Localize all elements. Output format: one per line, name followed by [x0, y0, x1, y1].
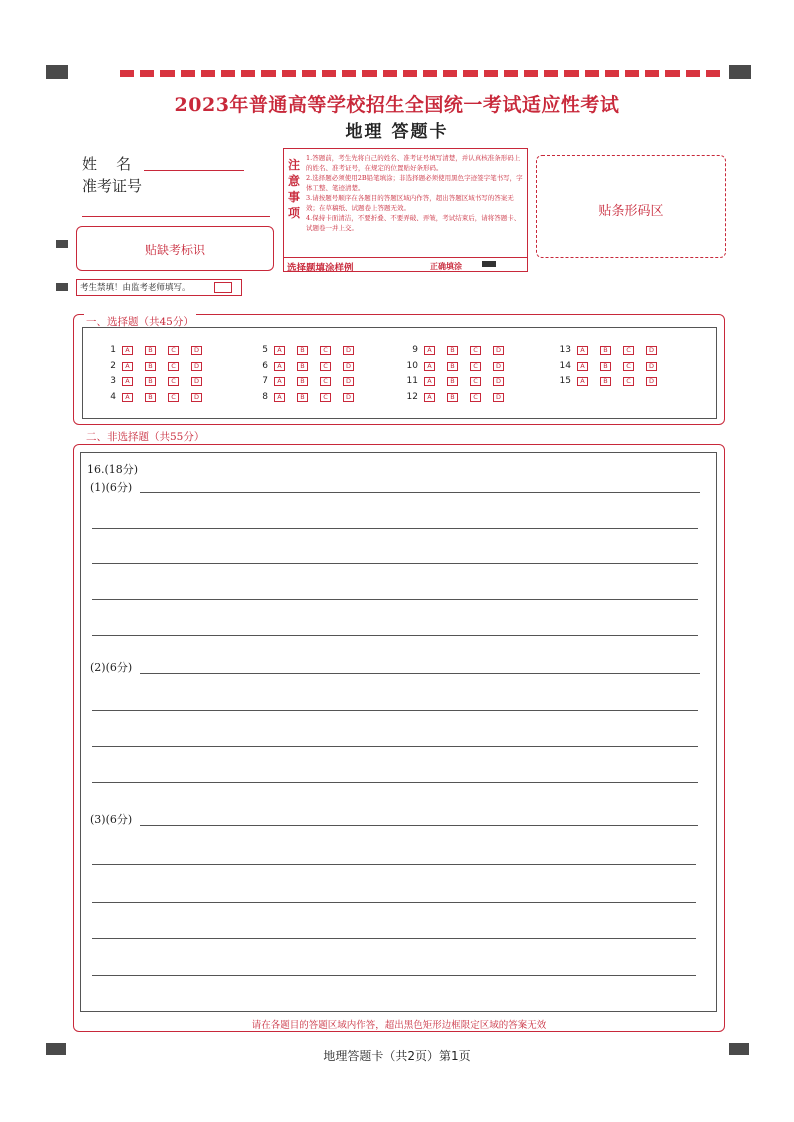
- question-number: 13: [559, 345, 571, 355]
- answer-line[interactable]: [92, 746, 698, 747]
- question-row: [252, 376, 366, 386]
- answer-line[interactable]: [92, 599, 698, 600]
- answer-bubble-d[interactable]: D: [191, 362, 202, 371]
- answer-bubble-b[interactable]: B: [297, 346, 308, 355]
- answer-bubble-c[interactable]: C: [623, 346, 634, 355]
- answer-bubble-b[interactable]: B: [447, 346, 458, 355]
- answer-line[interactable]: [92, 902, 696, 903]
- section2-title: 二、非选择题（共55分）: [86, 431, 205, 443]
- absent-mark-left: [56, 240, 68, 248]
- notice-list: [306, 153, 523, 233]
- part-2-label: (2)(6分): [90, 661, 133, 674]
- question-row: [100, 392, 214, 402]
- proctor-checkbox[interactable]: [214, 282, 232, 293]
- fill-sample-bar: [284, 257, 527, 273]
- correct-fill-swatch: [482, 261, 496, 267]
- question-number: 8: [262, 392, 268, 402]
- answer-bubble-a[interactable]: A: [274, 362, 285, 371]
- answer-bubble-b[interactable]: B: [447, 362, 458, 371]
- answer-bubble-d[interactable]: D: [493, 346, 504, 355]
- question-number: 15: [559, 376, 571, 386]
- question-row: [252, 392, 366, 402]
- answer-bubble-a[interactable]: A: [122, 377, 133, 386]
- answer-bubble-a[interactable]: A: [424, 346, 435, 355]
- question-number: 4: [110, 392, 116, 402]
- answer-bubble-a[interactable]: A: [577, 362, 588, 371]
- part-3-label: (3)(6分): [90, 813, 133, 826]
- answer-bubble-b[interactable]: B: [297, 393, 308, 402]
- alignment-mark-top-right: [729, 65, 751, 79]
- answer-bubble-b[interactable]: B: [600, 377, 611, 386]
- answer-bubble-d[interactable]: D: [191, 346, 202, 355]
- sheet-subtitle: 地理 答题卡: [345, 122, 449, 142]
- exam-id-field[interactable]: [82, 216, 270, 217]
- exam-title: 2023年普通高等学校招生全国统一考试适应性考试: [174, 94, 620, 116]
- answer-bubble-d[interactable]: D: [493, 362, 504, 371]
- answer-bubble-c[interactable]: C: [320, 346, 331, 355]
- answer-bubble-a[interactable]: A: [274, 377, 285, 386]
- answer-line[interactable]: [140, 492, 700, 493]
- question-row: [402, 392, 516, 402]
- question-number: 12: [406, 392, 418, 402]
- answer-bubble-b[interactable]: B: [600, 362, 611, 371]
- proctor-note: 考生禁填！由监考老师填写。: [80, 283, 191, 293]
- answer-bubble-d[interactable]: D: [191, 377, 202, 386]
- barcode-area: [536, 155, 726, 258]
- answer-bubble-c[interactable]: C: [168, 393, 179, 402]
- answer-bubble-c[interactable]: C: [168, 362, 179, 371]
- answer-bubble-c[interactable]: C: [470, 393, 481, 402]
- answer-bubble-c[interactable]: C: [320, 362, 331, 371]
- answer-bubble-c[interactable]: C: [168, 346, 179, 355]
- answer-bubble-d[interactable]: D: [191, 393, 202, 402]
- question-number: 11: [406, 376, 418, 386]
- question-number: 14: [559, 361, 571, 371]
- page-footer: 地理答题卡（共2页）第1页: [323, 1049, 471, 1063]
- answer-bubble-b[interactable]: B: [145, 393, 156, 402]
- answer-line[interactable]: [92, 710, 698, 711]
- alignment-mark-top-left: [46, 65, 68, 79]
- part-1-label: (1)(6分): [90, 481, 133, 494]
- fill-sample-label: 选择题填涂样例: [287, 263, 354, 274]
- section1-inner: [82, 327, 717, 419]
- notice-item: 3.请按题号顺序在各题目的答题区域内作答，超出答题区域书写的答案无效；在草稿纸、试题卷上答题无效。: [306, 194, 514, 212]
- answer-bubble-b[interactable]: B: [600, 346, 611, 355]
- question-row: [555, 345, 669, 355]
- question-row: [100, 345, 214, 355]
- answer-bubble-b[interactable]: B: [297, 362, 308, 371]
- answer-bubble-d[interactable]: D: [493, 393, 504, 402]
- answer-bubble-b[interactable]: B: [145, 346, 156, 355]
- answer-bubble-d[interactable]: D: [343, 393, 354, 402]
- question-row: [252, 345, 366, 355]
- question-row: [555, 361, 669, 371]
- answer-bubble-c[interactable]: C: [320, 377, 331, 386]
- answer-bubble-d[interactable]: D: [343, 377, 354, 386]
- answer-bubble-a[interactable]: A: [424, 362, 435, 371]
- proctor-mark-left: [56, 283, 68, 291]
- answer-bubble-a[interactable]: A: [424, 377, 435, 386]
- answer-bubble-c[interactable]: C: [470, 362, 481, 371]
- answer-line[interactable]: [140, 825, 698, 826]
- answer-bubble-c[interactable]: C: [168, 377, 179, 386]
- timing-track: [120, 70, 720, 78]
- notice-side-label: 注意事项: [287, 158, 300, 220]
- answer-bubble-c[interactable]: C: [470, 377, 481, 386]
- answer-bubble-d[interactable]: D: [343, 346, 354, 355]
- answer-bubble-d[interactable]: D: [646, 346, 657, 355]
- answer-line[interactable]: [140, 673, 700, 674]
- answer-bubble-a[interactable]: A: [424, 393, 435, 402]
- answer-bubble-b[interactable]: B: [145, 362, 156, 371]
- correct-fill-label: 正确填涂: [430, 261, 462, 271]
- name-label: 姓 名: [82, 155, 132, 173]
- answer-line[interactable]: [92, 528, 698, 529]
- answer-bubble-a[interactable]: A: [577, 346, 588, 355]
- answer-bubble-b[interactable]: B: [447, 393, 458, 402]
- answer-bubble-c[interactable]: C: [320, 393, 331, 402]
- exam-id-label: 准考证号: [82, 177, 143, 195]
- absent-sticker-label: 贴缺考标识: [144, 243, 205, 257]
- answer-bubble-a[interactable]: A: [274, 393, 285, 402]
- answer-line[interactable]: [92, 635, 698, 636]
- answer-bubble-d[interactable]: D: [646, 377, 657, 386]
- section1-title: 一、选择题（共45分）: [86, 316, 194, 328]
- answer-area-warning: 请在各题目的答题区域内作答，超出黑色矩形边框限定区域的答案无效: [251, 1020, 547, 1031]
- notice-item: 2.选择题必须使用2B铅笔填涂；非选择题必须使用黑色字迹签字笔书写，字体工整、笔迹清楚。: [306, 174, 523, 192]
- question-16-title: 16.(18分): [87, 463, 139, 476]
- answer-bubble-c[interactable]: C: [470, 346, 481, 355]
- answer-bubble-d[interactable]: D: [343, 362, 354, 371]
- question-row: [252, 361, 366, 371]
- question-number: 9: [412, 345, 418, 355]
- question-number: 6: [262, 361, 268, 371]
- answer-bubble-b[interactable]: B: [297, 377, 308, 386]
- name-field[interactable]: [144, 170, 244, 171]
- answer-bubble-a[interactable]: A: [122, 346, 133, 355]
- answer-bubble-a[interactable]: A: [577, 377, 588, 386]
- notice-box: [283, 148, 528, 272]
- answer-bubble-d[interactable]: D: [646, 362, 657, 371]
- question-number: 1: [110, 345, 116, 355]
- question-number: 5: [262, 345, 268, 355]
- question-row: [555, 376, 669, 386]
- answer-bubble-b[interactable]: B: [145, 377, 156, 386]
- section2-inner: [80, 452, 717, 1012]
- answer-bubble-c[interactable]: C: [623, 377, 634, 386]
- question-number: 3: [110, 376, 116, 386]
- notice-item: 1.答题前，考生先将自己的姓名、准考证号填写清楚，并认真核准条形码上的姓名、准考证号，在规定的位置贴好条形码。: [306, 154, 521, 172]
- barcode-label: 贴条形码区: [598, 204, 664, 219]
- question-row: [402, 376, 516, 386]
- answer-line[interactable]: [92, 563, 698, 564]
- answer-bubble-a[interactable]: A: [122, 393, 133, 402]
- question-number: 2: [110, 361, 116, 371]
- answer-line[interactable]: [92, 938, 696, 939]
- answer-bubble-b[interactable]: B: [447, 377, 458, 386]
- question-row: [100, 361, 214, 371]
- question-row: [100, 376, 214, 386]
- answer-bubble-a[interactable]: A: [122, 362, 133, 371]
- answer-bubble-d[interactable]: D: [493, 377, 504, 386]
- answer-line[interactable]: [92, 782, 698, 783]
- answer-bubble-c[interactable]: C: [623, 362, 634, 371]
- question-row: [402, 345, 516, 355]
- answer-line[interactable]: [92, 864, 696, 865]
- question-number: 10: [406, 361, 418, 371]
- question-row: [402, 361, 516, 371]
- notice-item: 4.保持卡面清洁，不要折叠、不要弄破、弄皱，考试结束后，请将答题卡、试题卷一并上交。: [306, 214, 521, 232]
- answer-bubble-a[interactable]: A: [274, 346, 285, 355]
- question-number: 7: [262, 376, 268, 386]
- answer-line[interactable]: [92, 975, 696, 976]
